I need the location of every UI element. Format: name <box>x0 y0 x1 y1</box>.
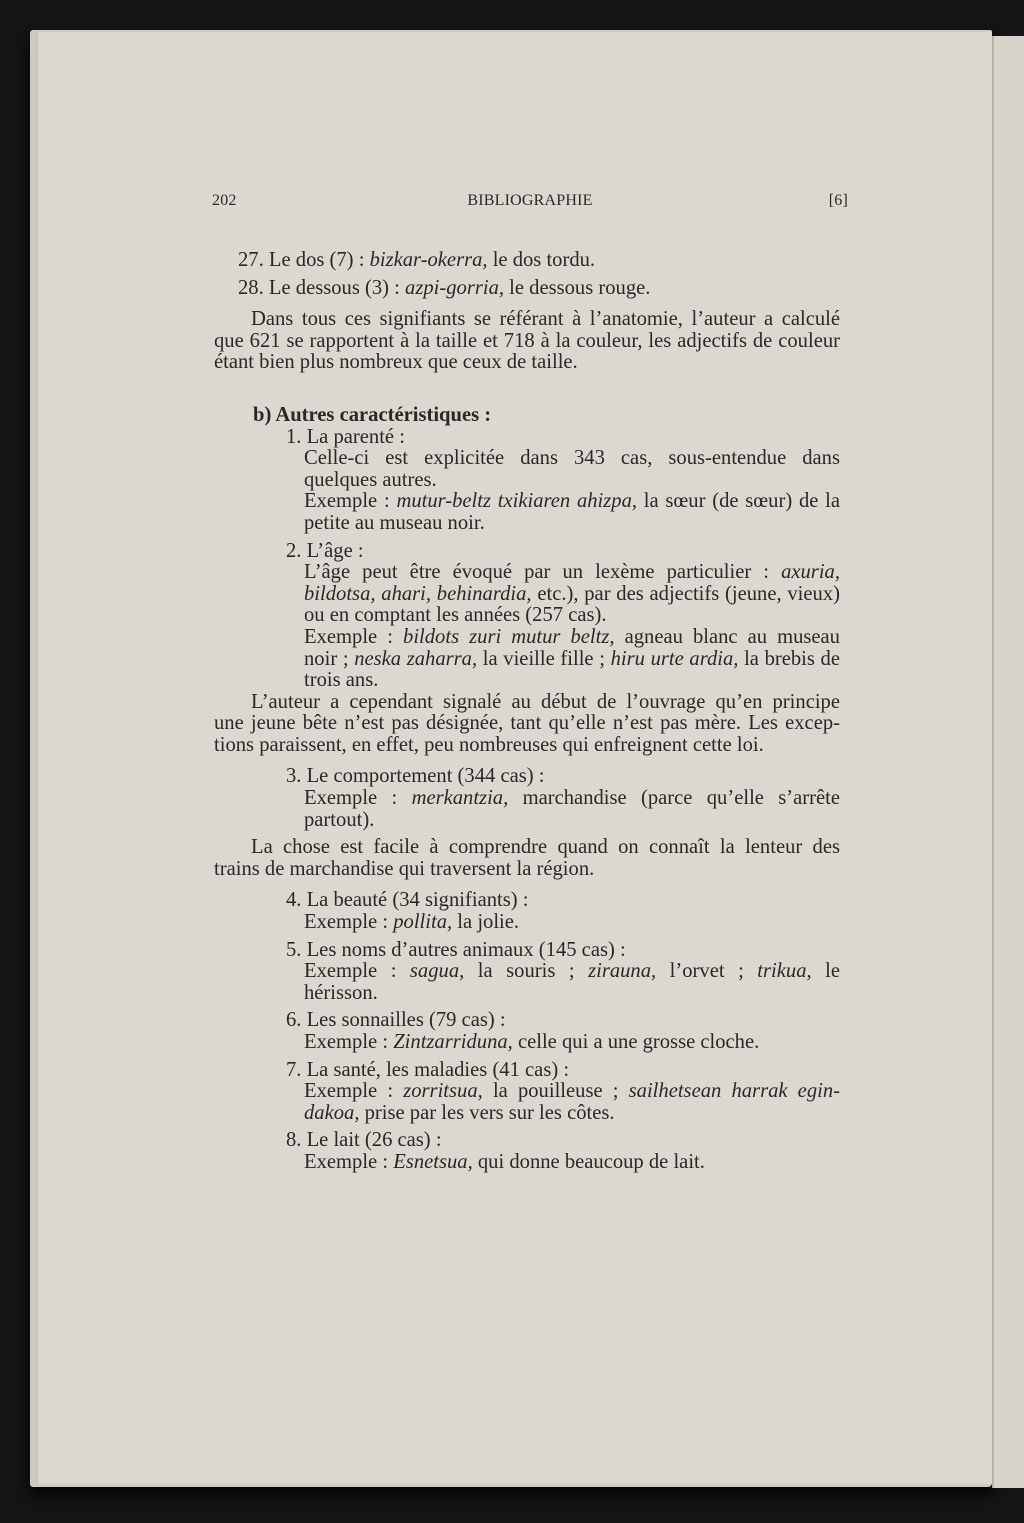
list-item-line: bildotsa, ahari, behinardia, etc.), par des adjectifs (jeune, vieux) <box>304 582 840 605</box>
example-line: Exemple : mutur-beltz txikiaren ahizpa, la sœur (de sœur) de la <box>304 490 841 513</box>
running-title: BIBLIOGRAPHIE <box>467 192 593 209</box>
example-line: Exemple : sagua, la souris ; zirauna, l’orvet ; trikua, le <box>304 960 841 983</box>
list-item-title: 7. La santé, les maladies (41 cas) : <box>286 1058 570 1081</box>
list-item-title: 8. Le lait (26 cas) : <box>286 1129 442 1152</box>
example-line: Exemple : Zintzarriduna, celle qui a une grosse cloche. <box>304 1031 760 1053</box>
example-line: trois ans. <box>304 669 379 692</box>
example-line: petite au museau noir. <box>304 511 485 534</box>
paragraph-line: L’auteur a cependant signalé au début de l’ouvrage qu’en principe <box>251 690 840 713</box>
list-item-line: Celle-ci est explicitée dans 343 cas, sous-entendue dans <box>304 447 840 470</box>
list-item-title: 6. Les sonnailles (79 cas) : <box>286 1009 506 1032</box>
example-line: Exemple : merkantzia, marchandise (parce qu’elle s’arrête <box>304 787 841 810</box>
list-item-title: 3. Le comportement (344 cas) : <box>286 765 545 788</box>
example-line: dakoa, prise par les vers sur les côtes. <box>304 1101 615 1124</box>
list-item-title: 1. La parenté : <box>286 425 405 448</box>
paragraph-line: Dans tous ces signifiants se référant à l’anatomie, l’auteur a calculé <box>251 308 840 331</box>
example-line: Exemple : Esnetsua, qui donne beaucoup de lait. <box>304 1150 705 1173</box>
page-number: 202 <box>212 192 237 209</box>
paragraph-line: trains de marchandise qui traversent la région. <box>214 857 595 880</box>
paragraph-line: que 621 se rapportent à la taille et 718 à la couleur, les adjectifs de couleur <box>214 329 840 352</box>
section-marker: [6] <box>828 192 848 209</box>
example-line: Exemple : zorritsua, la pouilleuse ; sailhetsean harrak egin- <box>304 1080 840 1103</box>
example-line: noir ; neska zaharra, la vieille fille ; hiru urte ardia, la brebis de <box>304 647 840 670</box>
running-head <box>212 192 848 214</box>
paragraph-line: La chose est facile à comprendre quand on connaît la lenteur des <box>251 836 840 859</box>
section-heading: b) Autres caractéristiques : <box>253 403 492 426</box>
body-text <box>214 250 840 1174</box>
list-item-line: ou en comptant les années (257 cas). <box>304 604 607 627</box>
example-line: Exemple : bildots zuri mutur beltz, agneau blanc au museau <box>304 625 840 648</box>
list-item: 28. Le dessous (3) : azpi-gorria, le dessous rouge. <box>238 276 651 299</box>
list-item-title: 2. L’âge : <box>286 539 364 562</box>
example-line: Exemple : pollita, la jolie. <box>304 911 520 934</box>
list-item: 27. Le dos (7) : bizkar-okerra, le dos tordu. <box>238 249 596 271</box>
paragraph-line: une jeune bête n’est pas désignée, tant qu’elle n’est pas mère. Les excep- <box>214 712 840 735</box>
facing-page-edge <box>992 36 1024 1488</box>
paragraph-line: tions paraissent, en effet, peu nombreuses qui enfreignent cette loi. <box>214 733 764 756</box>
list-item-title: 5. Les noms d’autres animaux (145 cas) : <box>286 938 626 961</box>
example-line: partout). <box>304 808 375 831</box>
list-item-title: 4. La beauté (34 signifiants) : <box>286 889 529 912</box>
list-item-line: quelques autres. <box>304 468 437 491</box>
example-line: hérisson. <box>304 981 378 1004</box>
list-item-line: L’âge peut être évoqué par un lexème particulier : axuria, <box>304 561 840 584</box>
paragraph-line: étant bien plus nombreux que ceux de taille. <box>214 351 578 374</box>
